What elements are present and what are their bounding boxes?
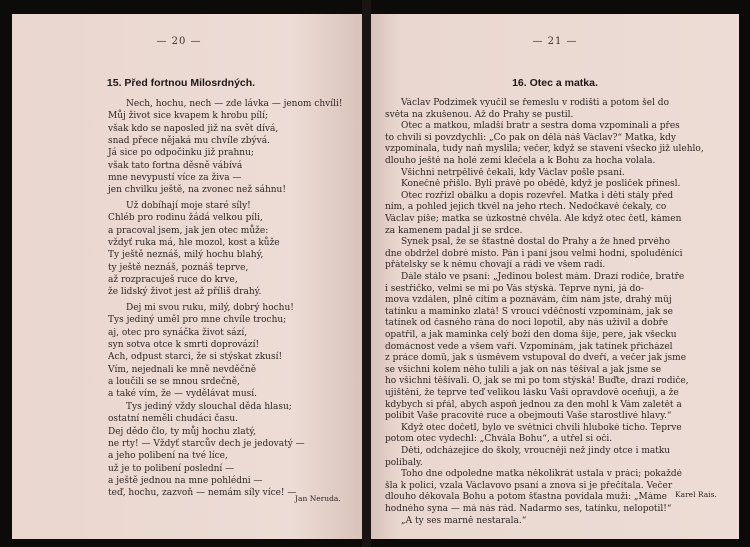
verse-line: a pracoval jsem, jak jen otec může: xyxy=(108,225,269,236)
prose-line: hodného syna — má nás rád. Nadarmo ses, tatínku, nelopotil!“ xyxy=(385,504,672,514)
verse-line: že lidský život jest až příliš drahý. xyxy=(108,287,262,298)
prose-line: to chvíli si povzdychli: „Co pak on dělá náš Václav?“ Matka, kdy xyxy=(385,132,676,143)
verse-line: Můj život sice kvapem k hrobu pílí; xyxy=(108,111,269,122)
prose-line: potom otec vydechl: „Chvála Bohu“, a utřel si oči. xyxy=(385,434,613,445)
prose-line: Václav píše; matka se úzkostně chvěla. Ale když otec četl, kámen xyxy=(385,214,682,224)
verse-line: a loučili se se mnou srdečně, xyxy=(108,376,240,387)
prose-line: tatínek od časného rána do noci lopotil, aby nás uživil a dobře xyxy=(385,318,669,329)
verse-line: Ty ještě neznáš, milý hochu blahý, xyxy=(108,250,264,261)
prose-line: se všichni kolem něho tulili a jak on nás těšíval a jak jsme se xyxy=(385,364,662,375)
verse-line: ty ještě neznáš, poznáš teprve, xyxy=(108,262,249,273)
prose-line: ho všichni těšívali. Ó, jak se mi po tom stýská! Buďte, drazí rodiče, xyxy=(385,376,689,387)
prose-line: přátelsky se k němu chovají a rádi ve všem radí. xyxy=(385,260,606,271)
prose-line: Konečně přišlo. Byli právě po obědě, když je posliček přinesl. xyxy=(401,179,681,190)
story-author: Karel Rais. xyxy=(675,490,717,499)
prose-line: za kamenem padal jí se srdce. xyxy=(385,225,523,236)
prose-line: ním, a pohled jejich tkvěl na jeho rtech. Nedočkavě čekaly, co xyxy=(385,202,667,213)
prose-line: světa na zkušenou. Až do Prahy se pustil. xyxy=(385,109,574,120)
prose-line: Toho dne odpoledne matka několikrát ustala v práci; pokaždé xyxy=(401,469,682,480)
verse-line: už je to polibení poslední — xyxy=(108,463,235,474)
prose-line: „A ty ses marně nestarala.“ xyxy=(401,515,527,526)
prose-line: ujištěni, že teprve teď velikou lásku Vaši opravdově oceňuji, a že xyxy=(385,388,679,398)
prose-line: Všichni netrpělivě čekali, kdy Václav pošle psaní. xyxy=(401,167,625,178)
page-number: — 21 — xyxy=(532,36,578,47)
verse-line: Vím, nejednali ke mně nevděčně xyxy=(108,364,257,375)
prose-line: Václav Podzimek vyučil se řemeslu v rodišti a potom šel do xyxy=(401,98,669,108)
verse-line: syn sotva otce k smrti doprovází! xyxy=(108,339,260,350)
prose-line: políbaly. xyxy=(385,457,423,468)
verse-line: však tato fortna děsně vábívá xyxy=(108,160,243,171)
verse-line: a také vím, že — vydělávat musí. xyxy=(108,389,257,400)
poem-title: 15. Před fortnou Milosrdných. xyxy=(106,77,256,89)
verse-line: Dej dědo člo, ty můj hochu zlatý, xyxy=(108,426,256,437)
verse-line: Už dobíhají moje staré síly! xyxy=(126,201,251,211)
prose-line: šla k polici, vzala Václavovo psaní a znova si je přečítala. Večer xyxy=(385,480,673,491)
verse-line: Tys jediný vždy slouchal děda hlasu; xyxy=(126,402,292,412)
prose-line: tatínku a maminko zlatá! S vroucí vděčností vzpomínám, jak se xyxy=(385,306,673,317)
verse-line: Tys jediný uměl pro mne chvíle trochu; xyxy=(108,315,287,326)
verse-line: Nech, hochu, nech — zde lávka — jenom chvíli! xyxy=(126,99,343,109)
prose-line: vzpomínala, tudy naň myslila; večer, když se stavení všecko již ulehlo, xyxy=(385,144,704,155)
verse-line: Já sice po odpočinku již prahnu; xyxy=(108,148,254,159)
verse-line: až rozpracuješ ruce do krve, xyxy=(108,274,238,285)
verse-line: a jeho polibení na tvé líce, xyxy=(108,451,228,462)
verse-line: však kdo se naposled již na svět dívá, xyxy=(108,123,279,134)
left-page xyxy=(12,14,362,539)
poem-author: Jan Neruda. xyxy=(295,494,341,503)
prose-line: Otec rozřízl obálku a dopis rozevřel. Matka i děti stály před xyxy=(401,190,674,201)
prose-line: Otec a matkou, mladší bratr a sestra doma vzpomínali a přes xyxy=(401,121,680,132)
prose-line: opatřil, a jak maminka celý boží den doma šije, pere, jak všecku xyxy=(385,330,677,340)
verse-line: Ach, odpust starci, že si stýskat zkusí! xyxy=(108,352,283,363)
verse-line: ostatní neměli chudáci času. xyxy=(108,414,238,425)
book-gutter xyxy=(362,0,371,547)
prose-line: z práce domů, jak s úsměvem vstupoval do dveří, a večer jak jsme xyxy=(385,353,687,364)
prose-line: kdybych si přál, abych aspoň jednou za den mohl k Vám zaletět a xyxy=(385,399,682,410)
verse-line: vždyť ruka má, hle mozol, kost a kůže xyxy=(108,237,280,248)
prose-line: Synek psal, že se šťastně dostal do Prahy a že hned prvého xyxy=(401,237,670,248)
prose-line: Dále stálo ve psaní: „Jedinou bolest mám. Drazí rodiče, bratře xyxy=(401,272,685,282)
verse-line: Chléb pro rodinu žádá velkou píli, xyxy=(108,213,263,224)
prose-line: Když otec dočetl, bylo ve světnici chvíli hluboké ticho. Teprve xyxy=(401,422,682,433)
page-number: — 20 — xyxy=(156,36,202,47)
verse-line: Dej mi svou ruku, milý, dobrý hochu! xyxy=(126,303,294,313)
verse-line: teď, hochu, zazvoň — nemám síly více! — xyxy=(108,488,297,499)
prose-line: dlouho děkovala Bohu a potom šťastna povídala muži: „Máme xyxy=(385,492,667,503)
prose-line: dne obdržel dobré místo. Pán i paní jsou velmi hodní, spoluděníci xyxy=(385,248,683,259)
prose-line: Děti, odcházejíce do školy, vroucněji než jindy otce i matku xyxy=(401,446,671,456)
prose-line: i sestřičko, velmi se mi po Vás stýská. Teprve nyní, já do- xyxy=(385,283,644,294)
prose-line: dlouho ještě na holé zemi klečela a k Bohu za hocha volala. xyxy=(385,156,656,166)
story-title: 16. Otec a matka. xyxy=(512,77,598,89)
verse-line: jen chvilku ještě, na zvonec než sáhnu! xyxy=(108,185,286,196)
prose-line: domácnost vede a všem vaří. Vzpomínám, jak tatínek přicházel xyxy=(385,341,673,352)
prose-line: políbit Vaše pracovité ruce a obejmouti Vaše starostlivé hlavy.“ xyxy=(385,411,672,422)
right-page xyxy=(371,14,739,539)
verse-line: a ještě jednou na mne pohlédni — xyxy=(108,475,263,486)
verse-line: snad přece nějaká mu chvíle zbývá. xyxy=(108,135,270,146)
prose-line: mova vzdálen, plně cítím a poznávám, čím nám jste, drahý můj xyxy=(385,295,672,306)
verse-line: mne nevypustí více za živa — xyxy=(108,172,242,183)
verse-line: ne rty! — Vždyť starcův dech je jedovatý — xyxy=(108,438,305,449)
verse-line: aj, otec pro synáčka život sází, xyxy=(108,327,248,338)
